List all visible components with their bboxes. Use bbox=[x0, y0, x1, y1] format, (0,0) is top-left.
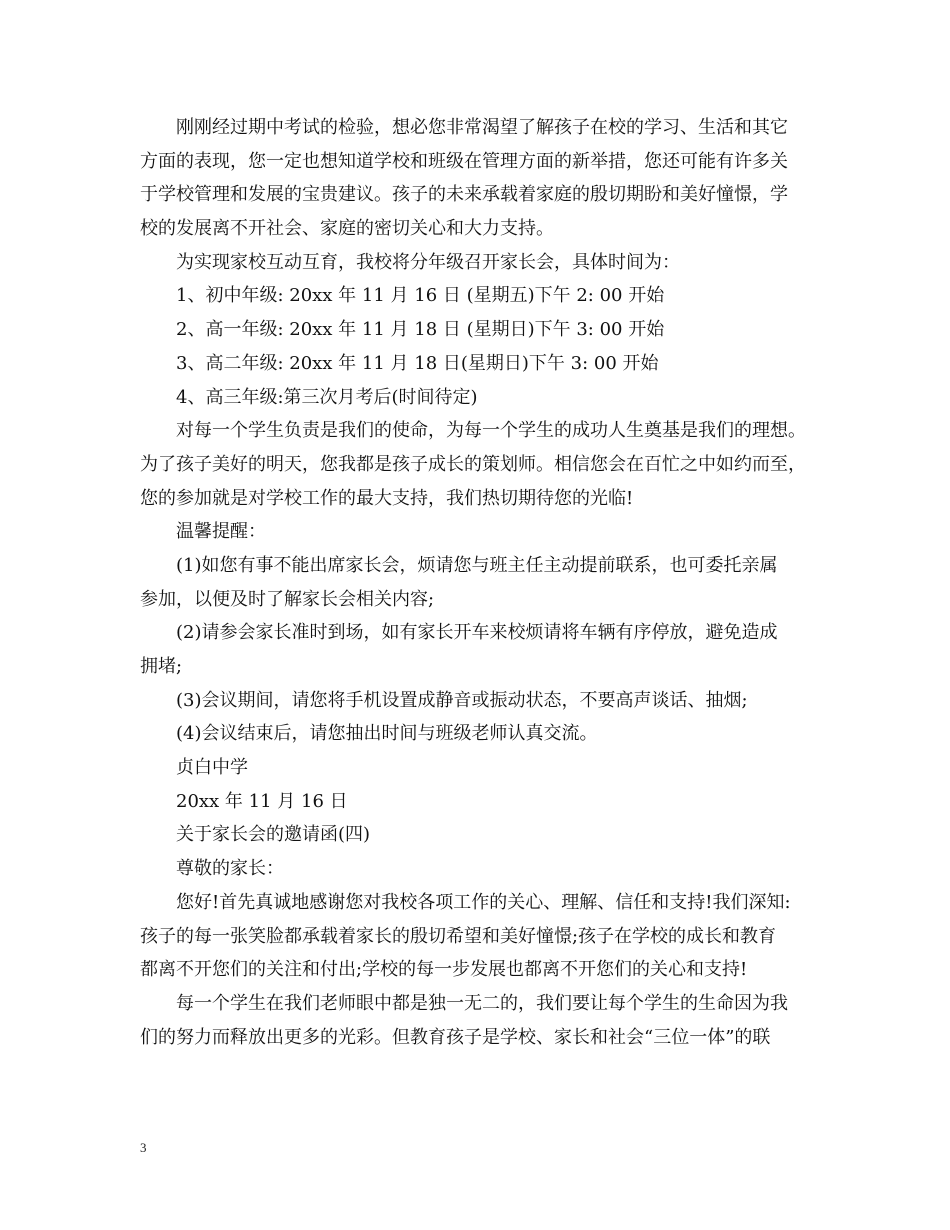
text-line: 拥堵; bbox=[140, 656, 183, 677]
document-body bbox=[140, 111, 826, 1054]
text-line: 都离不开您们的关注和付出;学校的每一步发展也都离不开您们的关心和支持! bbox=[140, 959, 748, 981]
text-line: 为实现家校互动互育，我校将分年级召开家长会，具体时间为： bbox=[176, 251, 680, 273]
text-line: 贞白中学 bbox=[176, 757, 248, 779]
text-line: 您好!首先真诚地感谢您对我校各项工作的关心、理解、信任和支持!我们深知: bbox=[176, 891, 791, 913]
text-line: 们的努力而释放出更多的光彩。但教育孩子是学校、家长和社会“三位一体”的联 bbox=[140, 1026, 771, 1048]
text-line: 尊敬的家长： bbox=[176, 858, 284, 880]
text-line: 2、高一年级: 20xx 年 11 月 18 日 (星期日)下午 3: 00 开始 bbox=[176, 319, 665, 341]
text-line: 为了孩子美好的明天，您我都是孩子成长的策划师。相信您会在百忙之中如约而至， bbox=[140, 453, 806, 475]
text-line: 温馨提醒： bbox=[176, 521, 266, 543]
text-line: (2)请参会家长准时到场，如有家长开车来校烦请将车辆有序停放，避免造成 bbox=[176, 622, 778, 644]
text-line: 方面的表现，您一定也想知道学校和班级在管理方面的新举措，您还可能有许多关 bbox=[140, 150, 788, 172]
text-line: 3、高二年级: 20xx 年 11 月 18 日(星期日)下午 3: 00 开始 bbox=[176, 352, 659, 374]
text-line: 校的发展离不开社会、家庭的密切关心和大力支持。 bbox=[140, 218, 554, 240]
text-line: 20xx 年 11 月 16 日 bbox=[176, 790, 348, 812]
text-line: 每一个学生在我们老师眼中都是独一无二的，我们要让每个学生的生命因为我 bbox=[176, 992, 788, 1014]
text-line: 1、初中年级: 20xx 年 11 月 16 日 (星期五)下午 2: 00 开始 bbox=[176, 285, 665, 307]
text-line: 孩子的每一张笑脸都承载着家长的殷切希望和美好憧憬;孩子在学校的成长和教育 bbox=[140, 925, 777, 947]
text-line: 于学校管理和发展的宝贵建议。孩子的未来承载着家庭的殷切期盼和美好憧憬，学 bbox=[140, 184, 788, 206]
text-line: 您的参加就是对学校工作的最大支持，我们热切期待您的光临! bbox=[140, 487, 634, 509]
text-line: 4、高三年级:第三次月考后(时间待定) bbox=[176, 386, 478, 408]
text-line: 刚刚经过期中考试的检验，想必您非常渴望了解孩子在校的学习、生活和其它 bbox=[176, 117, 788, 138]
text-line: 参加，以便及时了解家长会相关内容; bbox=[140, 588, 435, 610]
text-line: (3)会议期间，请您将手机设置成静音或振动状态，不要高声谈话、抽烟; bbox=[176, 689, 748, 711]
text-line: 对每一个学生负责是我们的使命，为每一个学生的成功人生奠基是我们的理想。 bbox=[176, 420, 806, 442]
text-line: (4)会议结束后，请您抽出时间与班级老师认真交流。 bbox=[176, 723, 598, 745]
text-line: (1)如您有事不能出席家长会，烦请您与班主任主动提前联系，也可委托亲属 bbox=[176, 554, 778, 576]
text-line: 关于家长会的邀请函(四) bbox=[176, 824, 371, 846]
page-number: 3 bbox=[140, 1140, 147, 1155]
